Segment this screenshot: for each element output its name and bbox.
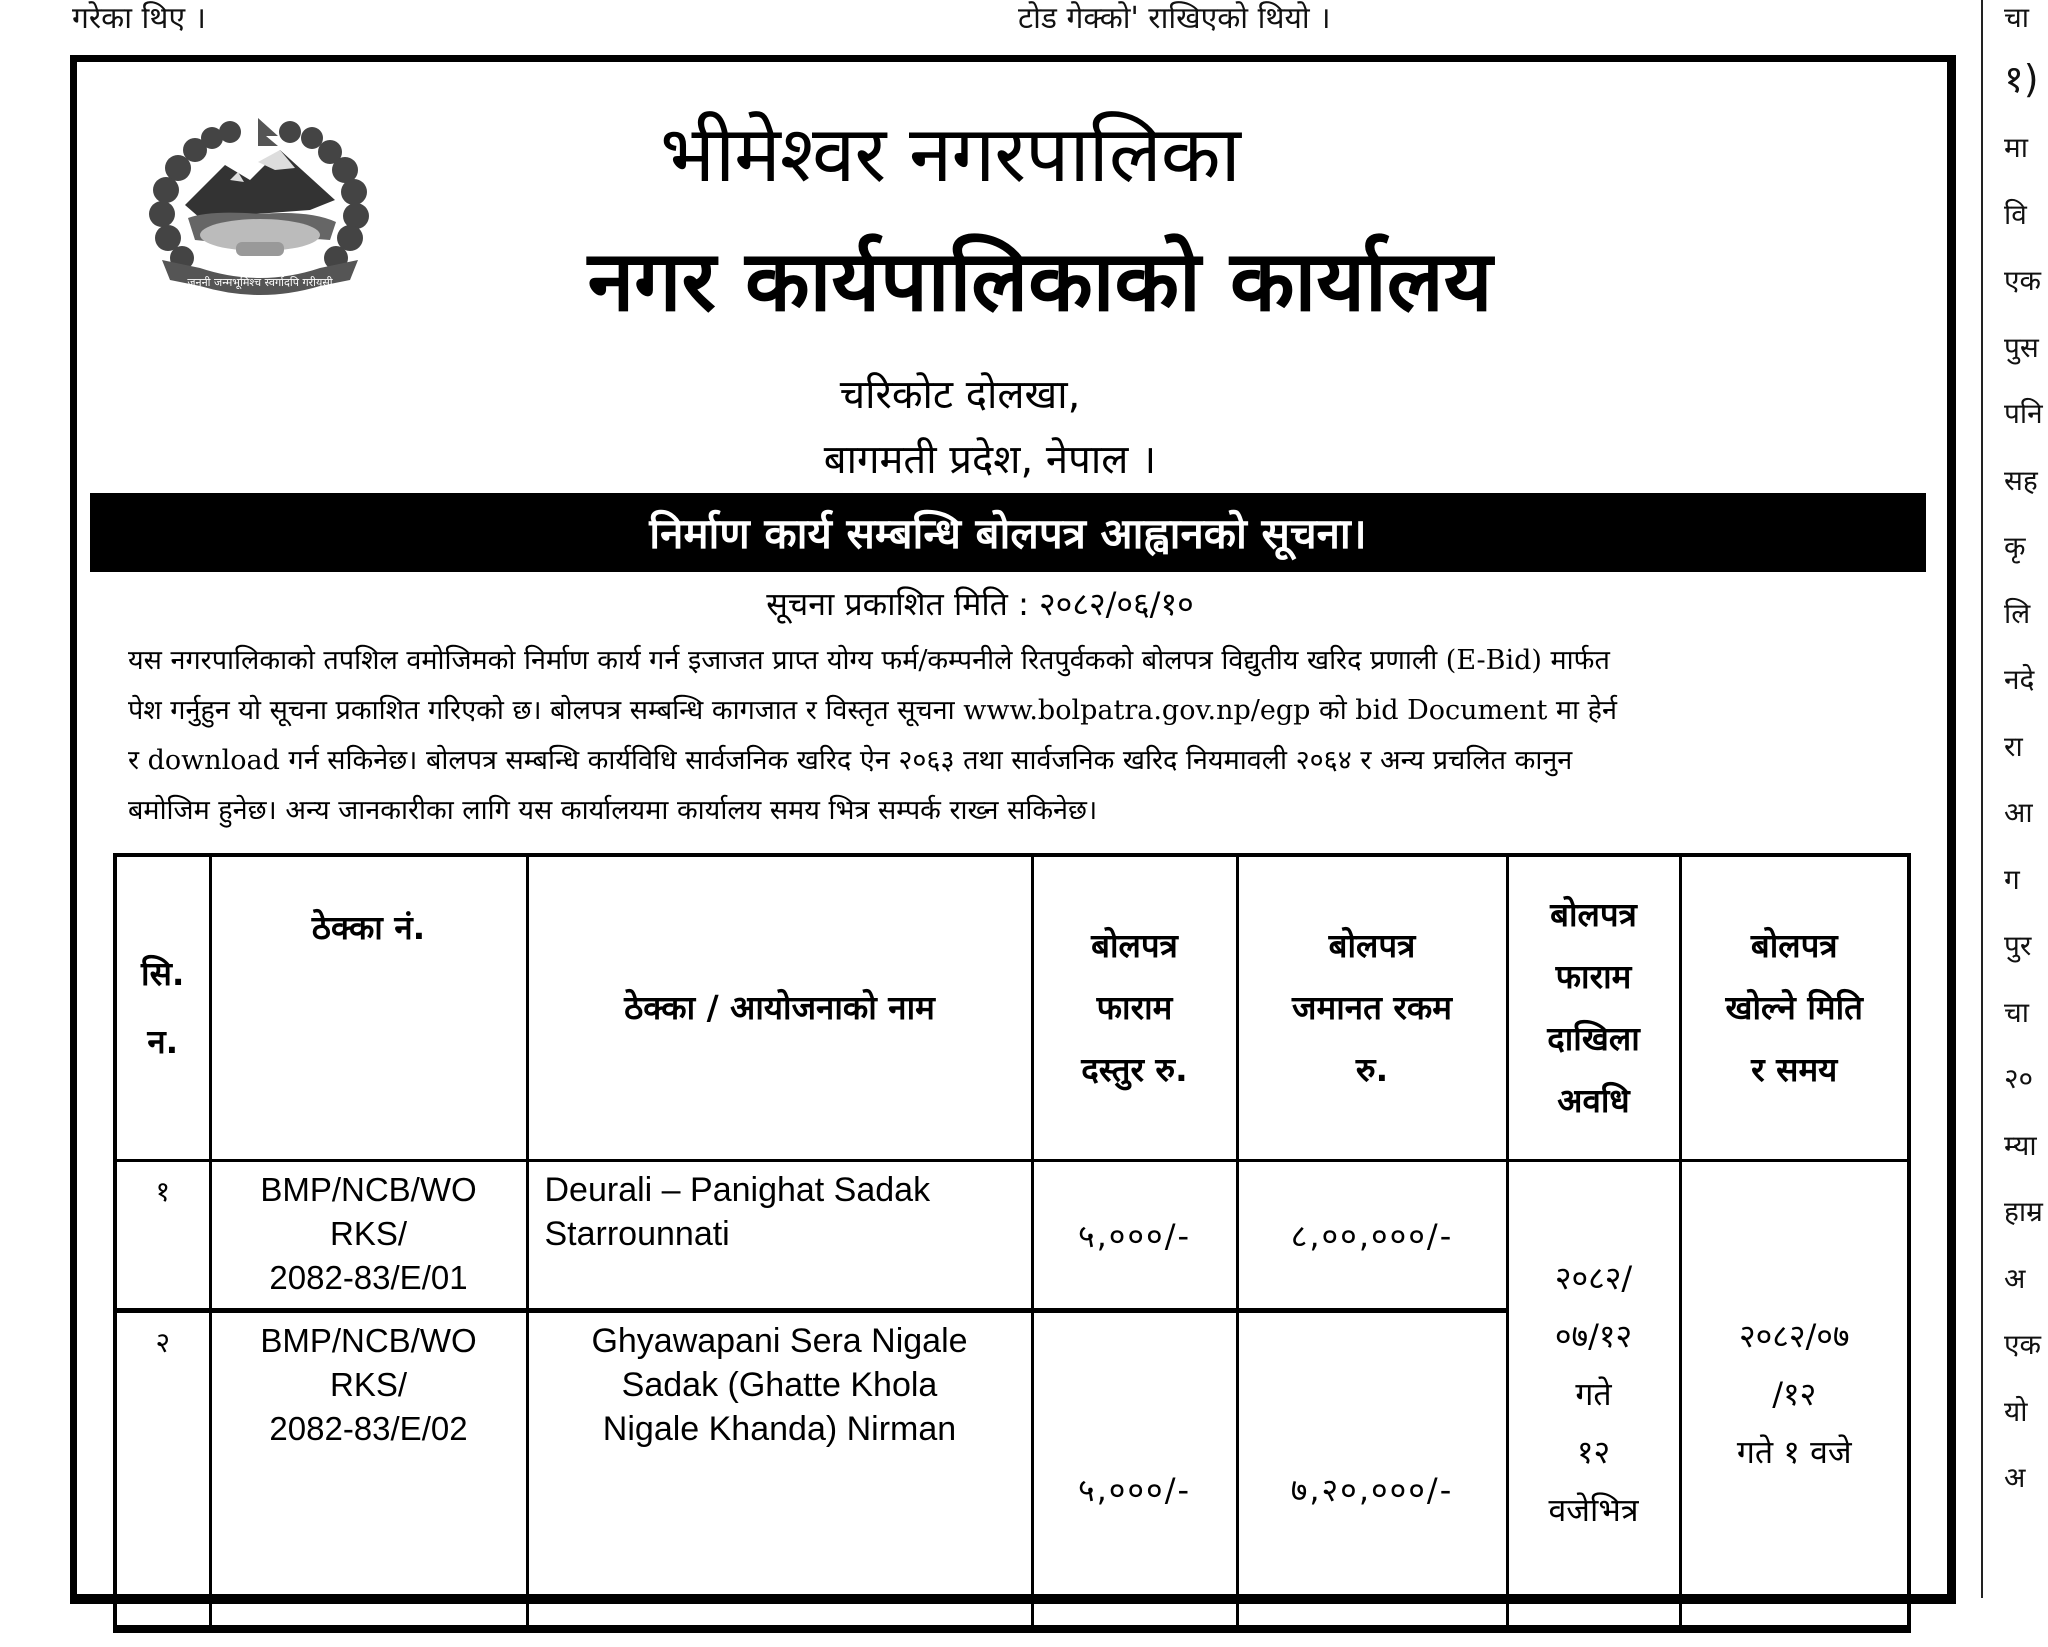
- contract-no: [210, 1311, 527, 1630]
- cell-line: ठेक्का नं.: [311, 908, 426, 947]
- header-form-fee: [1032, 855, 1237, 1161]
- cell-line: गते: [1575, 1374, 1612, 1413]
- cell-line: Sadak (Ghatte Khola: [621, 1366, 938, 1404]
- side-column-line: वि: [2004, 197, 2027, 231]
- bid-table: [113, 853, 1911, 1633]
- cell-line: फाराम: [1096, 988, 1173, 1027]
- cell-line: ठेक्का / आयोजनाको नाम: [624, 988, 935, 1027]
- cell-line: RKS/: [329, 1366, 408, 1403]
- office-name: नगर कार्यपालिकाको कार्यालय: [587, 232, 1493, 330]
- cell-line: र समय: [1751, 1050, 1838, 1089]
- cell-line: जमानत रकम: [1292, 988, 1452, 1027]
- project-name: [527, 1311, 1032, 1630]
- side-column-line: पनि: [2004, 397, 2043, 430]
- cell-line: फाराम: [1555, 957, 1632, 996]
- header-serial-no: [115, 855, 210, 1161]
- table-row: [115, 1161, 1909, 1311]
- cell-line: Ghyawapani Sera Nigale: [591, 1322, 968, 1360]
- side-column-line: पुर: [2004, 929, 2032, 962]
- side-column-line: आ: [2004, 796, 2033, 829]
- paragraph-line-with-link: पेश गर्नुहुन यो सूचना प्रकाशित गरिएको छ। बोलपत्र सम्बन्धि कागजात र विस्तृत सूचना www.bolpatra.gov.np/egp को bid Document मा हेर्न: [128, 695, 1617, 726]
- nepal-government-emblem-icon: [140, 110, 380, 300]
- side-column-line: हाम्र: [2004, 1195, 2043, 1228]
- submission-deadline: [1507, 1161, 1680, 1630]
- cell-line: Starrounnati: [544, 1215, 730, 1253]
- project-name: [527, 1161, 1032, 1311]
- side-column-line: अ: [2004, 1261, 2026, 1295]
- cell-line: अवधि: [1557, 1081, 1630, 1120]
- side-column-line: २०: [2004, 1062, 2034, 1095]
- paragraph-line: यस नगरपालिकाको तपशिल वमोजिमको निर्माण कार्य गर्न इजाजत प्राप्त योग्य फर्म/कम्पनीले रितपुर्वकको बोलपत्र विद्युतीय खरिद प्रणाली (E-Bid) मार्फत: [128, 645, 1610, 676]
- cell-line: बोलपत्र: [1091, 926, 1178, 965]
- cell-line: सि.: [141, 954, 185, 993]
- published-date-label: सूचना प्रकाशित मिति :: [766, 585, 1029, 623]
- side-column-line: एक: [2004, 264, 2041, 297]
- header-project-name: [527, 855, 1032, 1161]
- bid-security: ८,००,०००/-: [1237, 1161, 1507, 1311]
- cell-line: बोलपत्र: [1550, 895, 1637, 934]
- cell-line: 2082-83/E/01: [269, 1259, 468, 1296]
- side-column-line: म्या: [2004, 1128, 2037, 1162]
- side-column-line: नदे: [2004, 663, 2035, 696]
- side-column-line: मा: [2004, 131, 2028, 164]
- side-column-line: एक: [2004, 1328, 2041, 1361]
- published-date: [600, 582, 1360, 625]
- flag-icon: [258, 118, 278, 146]
- side-column-line: चा: [2004, 995, 2030, 1029]
- previous-article-text-center: टोड गेक्को' राखिएको थियो ।: [1018, 1, 1331, 36]
- form-fee: ५,०००/-: [1032, 1161, 1237, 1311]
- side-column-line: सह: [2004, 463, 2038, 497]
- form-fee: ५,०००/-: [1032, 1311, 1237, 1630]
- cell-line: ०७/१२: [1554, 1316, 1633, 1355]
- notice-paragraph: [128, 636, 1888, 836]
- cell-line: Nigale Khanda) Nirman: [602, 1410, 957, 1448]
- published-date-value: २०८२/०६/१०: [1039, 585, 1194, 623]
- cell-line: खोल्ने मिति: [1725, 988, 1863, 1027]
- serial-no: १: [115, 1161, 210, 1311]
- cell-line: बोलपत्र: [1328, 926, 1416, 965]
- address-line-2: बागमती प्रदेश, नेपाल ।: [823, 437, 1157, 483]
- side-column-line: चा: [2004, 1, 2030, 34]
- header-opening-datetime: [1680, 855, 1909, 1161]
- cell-line: न.: [147, 1022, 179, 1061]
- notice-title-banner: [90, 493, 1926, 572]
- cell-line: BMP/NCB/WO: [260, 1322, 477, 1359]
- cell-line: 2082-83/E/02: [269, 1410, 468, 1447]
- side-column-line: पुस: [2004, 330, 2039, 364]
- side-column-line: रा: [2004, 729, 2023, 763]
- cell-line: रु.: [1355, 1050, 1389, 1089]
- svg-text:जननी जन्मभूमिश्च स्वर्गादपि गर: जननी जन्मभूमिश्च स्वर्गादपि गरीयसी: [187, 276, 333, 289]
- column-divider: [1981, 0, 1983, 1598]
- cell-line: दाखिला: [1547, 1019, 1640, 1058]
- side-column-line: १): [2004, 57, 2039, 101]
- header-submission-deadline: [1507, 855, 1680, 1161]
- contract-no: [210, 1161, 527, 1311]
- paragraph-line: र download गर्न सकिनेछ। बोलपत्र सम्बन्धि कार्यविधि सार्वजनिक खरिद ऐन २०६३ तथा सार्वजनिक खरिद नियमावली २०६४ र अन्य प्रचलित कानुन: [128, 745, 1573, 776]
- notice-title: निर्माण कार्य सम्बन्धि बोलपत्र आह्वानको सूचना।: [649, 509, 1367, 558]
- side-column-line: ग: [2004, 862, 2020, 896]
- side-column-line: अ: [2004, 1461, 2026, 1494]
- side-column-line: यो: [2004, 1394, 2028, 1428]
- cell-line: गते १ वजे: [1736, 1432, 1852, 1471]
- cell-line: वजेभित्र: [1548, 1490, 1639, 1529]
- cell-line: दस्तुर रु.: [1081, 1050, 1188, 1089]
- previous-article-text-left: गरेका थिए ।: [72, 1, 206, 36]
- cell-line: २०८२/०७: [1738, 1316, 1850, 1355]
- serial-no: २: [115, 1311, 210, 1630]
- header-bid-security: [1237, 855, 1507, 1161]
- municipality-name: भीमेश्वर नगरपालिका: [660, 110, 1240, 200]
- paragraph-line: बमोजिम हुनेछ। अन्य जानकारीका लागि यस कार्यालयमा कार्यालय समय भित्र सम्पर्क राख्न सकिनेछ।: [128, 795, 1098, 826]
- opening-datetime: [1680, 1161, 1909, 1630]
- cell-line: २०८२/: [1554, 1258, 1633, 1297]
- address-line-1: चरिकोट दोलखा,: [839, 372, 1081, 418]
- header-contract-no: [210, 855, 527, 1161]
- cell-line: BMP/NCB/WO: [260, 1171, 477, 1208]
- cell-line: RKS/: [329, 1215, 408, 1252]
- table-header-row: [115, 855, 1909, 1161]
- cell-line: बोलपत्र: [1750, 926, 1838, 965]
- side-column-line: लि: [2004, 596, 2031, 630]
- cell-line: Deurali – Panighat Sadak: [544, 1171, 931, 1209]
- side-column-line: कृ: [2004, 530, 2026, 563]
- cell-line: १२: [1576, 1432, 1611, 1471]
- bid-security: ७,२०,०००/-: [1237, 1311, 1507, 1630]
- cell-line: /१२: [1772, 1374, 1817, 1413]
